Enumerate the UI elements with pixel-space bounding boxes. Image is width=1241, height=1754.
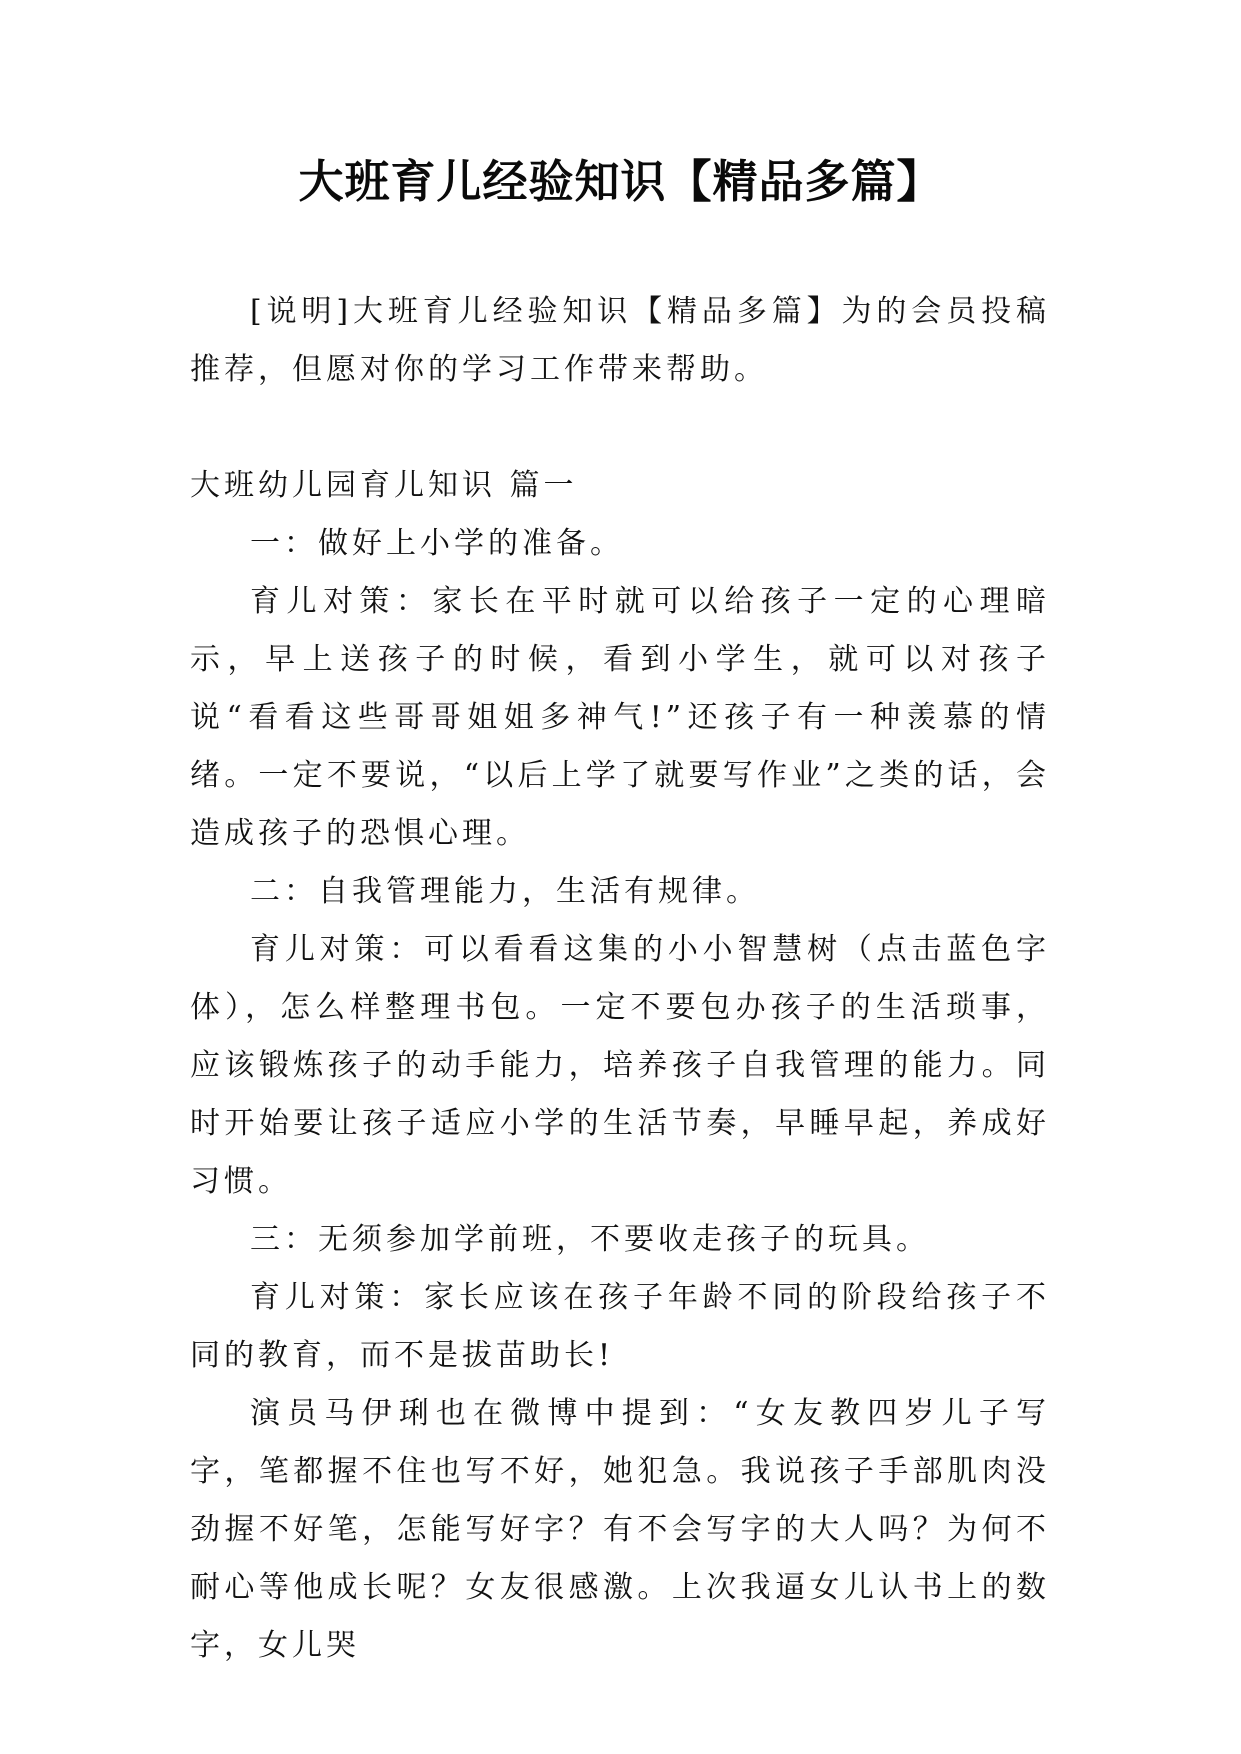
quote-paragraph: 演员马伊琍也在微博中提到：“女友教四岁儿子写字，笔都握不住也写不好，她犯急。我说孩子手部肌肉没劲握不好笔，怎能写好字？有不会写字的大人吗？为何不耐心等他成长呢？女友很感激。上次我逼女儿认书上的数字，女儿哭 bbox=[190, 1396, 1050, 1663]
strategy-paragraph-3: 育儿对策：家长应该在孩子年龄不同的阶段给孩子不同的教育，而不是拔苗助长! bbox=[190, 1280, 1050, 1373]
point-heading-1: 一：做好上小学的准备。 bbox=[250, 526, 624, 561]
intro-paragraph: [说明]大班育儿经验知识【精品多篇】为的会员投稿推荐，但愿对你的学习工作带来帮助。 bbox=[190, 294, 1050, 387]
blank-line bbox=[190, 399, 1050, 457]
point-heading-3: 三：无须参加学前班，不要收走孩子的玩具。 bbox=[250, 1222, 930, 1257]
section-heading: 大班幼儿园育儿知识 篇一 bbox=[190, 468, 578, 503]
document-body bbox=[190, 283, 1050, 1675]
point-heading-2: 二：自我管理能力，生活有规律。 bbox=[250, 874, 760, 909]
strategy-paragraph-2: 育儿对策：可以看看这集的小小智慧树（点击蓝色字体），怎么样整理书包。一定不要包办孩子的生活琐事，应该锻炼孩子的动手能力，培养孩子自我管理的能力。同时开始要让孩子适应小学的生活节奏，早睡早起，养成好习惯。 bbox=[190, 932, 1050, 1199]
strategy-paragraph-1: 育儿对策：家长在平时就可以给孩子一定的心理暗示，早上送孩子的时候，看到小学生，就可以对孩子说“看看这些哥哥姐姐多神气!”还孩子有一种羡慕的情绪。一定不要说，“以后上学了就要写作业”之类的话，会造成孩子的恐惧心理。 bbox=[190, 584, 1050, 851]
document-title: 大班育儿经验知识【精品多篇】 bbox=[298, 155, 943, 208]
